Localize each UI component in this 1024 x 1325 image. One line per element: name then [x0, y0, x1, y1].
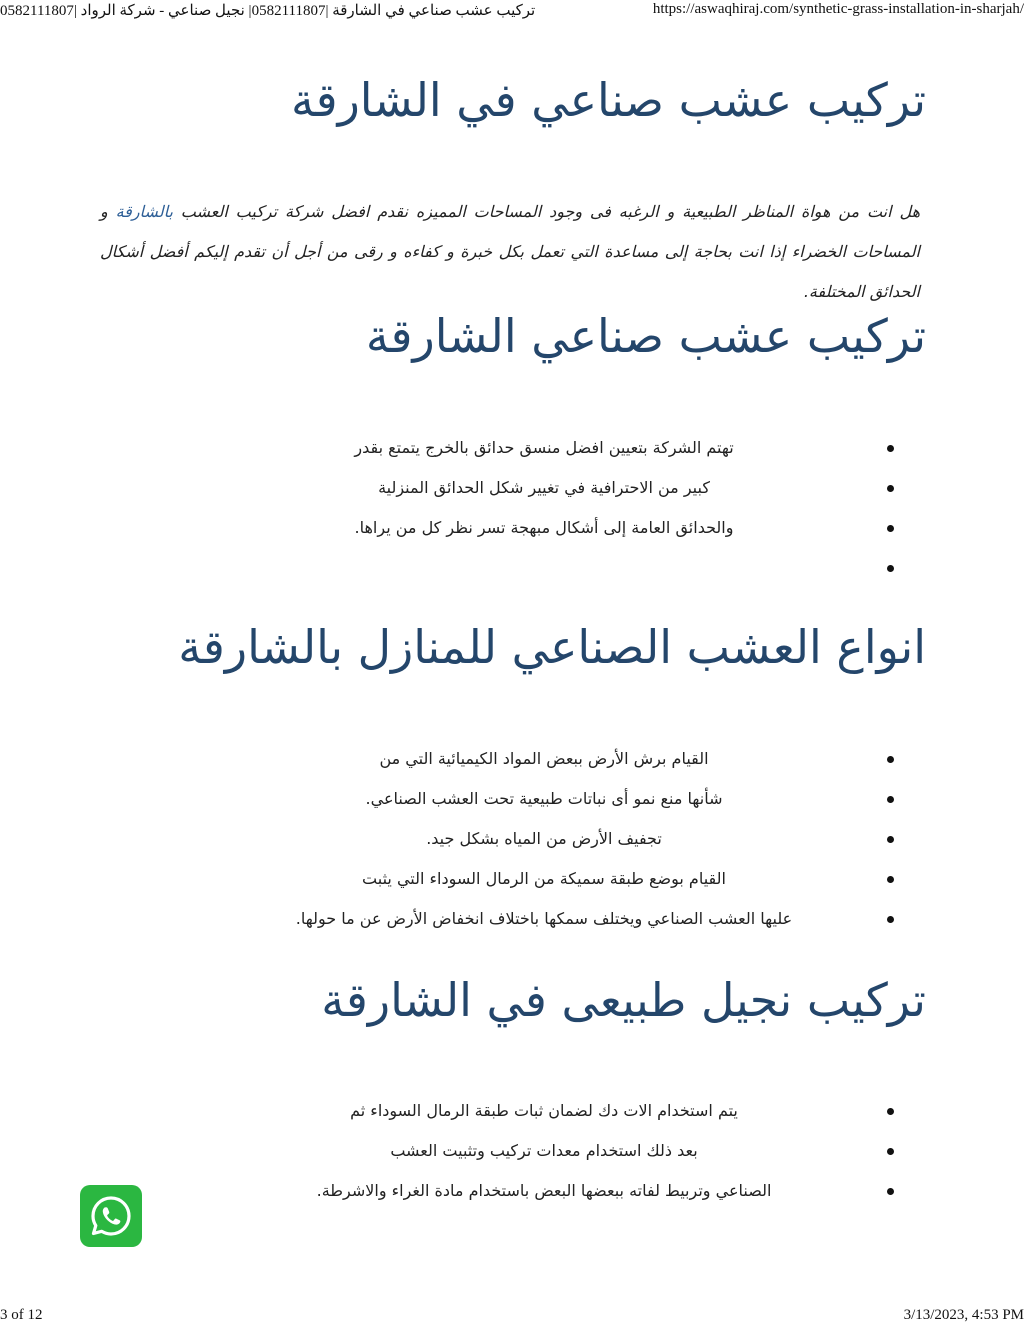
- bullet-icon: [887, 916, 894, 923]
- list-item: [194, 1131, 894, 1171]
- list-item: [194, 1171, 894, 1211]
- list-item: [194, 468, 894, 508]
- list-item: [194, 859, 894, 899]
- list-item: [194, 1091, 894, 1131]
- list-item-text: تهتم الشركة بتعيين افضل منسق حدائق بالخرج يتمتع بقدر: [354, 438, 734, 457]
- whatsapp-button[interactable]: [80, 1185, 142, 1247]
- bullet-icon: [887, 1148, 894, 1155]
- bullet-icon: [887, 1108, 894, 1115]
- list-item: [194, 899, 894, 939]
- bullet-icon: [887, 445, 894, 452]
- bullet-icon: [887, 836, 894, 843]
- bullet-icon: [887, 525, 894, 532]
- print-header-url: https://aswaqhiraj.com/synthetic-grass-installation-in-sharjah/: [652, 1, 1024, 17]
- section-heading-grass-types: انواع العشب الصناعي للمنازل بالشارقة: [178, 620, 926, 674]
- list-item: [194, 739, 894, 779]
- print-footer-datetime: 3/13/2023, 4:53 PM: [903, 1307, 1024, 1323]
- list-item: [194, 428, 894, 468]
- list-item-text: الصناعي وتربيط لفاته ببعضها البعض باستخدام مادة الغراء والاشرطة.: [316, 1181, 772, 1200]
- bullet-icon: [887, 796, 894, 803]
- list-item: [194, 508, 894, 548]
- bullet-icon: [887, 1188, 894, 1195]
- list-item: [194, 548, 894, 588]
- list-item-text: القيام برش الأرض ببعض المواد الكيميائية التي من: [379, 749, 709, 768]
- print-footer-page: 3 of 12: [0, 1307, 43, 1323]
- bullet-icon: [887, 485, 894, 492]
- bullet-icon: [887, 756, 894, 763]
- bullet-icon: [887, 565, 894, 572]
- list-item: [194, 779, 894, 819]
- list-item-text: بعد ذلك استخدام معدات تركيب وتثبيت العشب: [390, 1141, 698, 1160]
- intro-paragraph: [100, 192, 920, 312]
- company-features-list: [194, 428, 894, 588]
- natural-grass-steps-list: [194, 1091, 894, 1211]
- bullet-icon: [887, 876, 894, 883]
- grass-types-list: [194, 739, 894, 939]
- list-item-text: تجفيف الأرض من المياه بشكل جيد.: [426, 829, 662, 848]
- sharjah-link[interactable]: بالشارقة: [115, 202, 173, 221]
- list-item-text: والحدائق العامة إلى أشكال مبهجة تسر نظر كل من يراها.: [354, 518, 734, 537]
- intro-text-start: هل انت من هواة المناظر الطبيعية و الرغبه فى وجود المساحات المميزه نقدم افضل شركة تركيب العشب: [172, 202, 921, 221]
- list-item-text: القيام بوضع طبقة سميكة من الرمال السوداء التي يثبت: [362, 869, 726, 888]
- list-item-text: كبير من الاحترافية في تغيير شكل الحدائق المنزلية: [378, 478, 710, 497]
- print-header-title: تركيب عشب صناعي في الشارقة |0582111807| نجيل صناعي - شركة الرواد |0582111807: [0, 3, 536, 19]
- whatsapp-icon: [88, 1193, 134, 1239]
- list-item: [194, 819, 894, 859]
- intro-text-end: و المساحات الخضراء إذا انت بحاجة إلى مساعدة التي تعمل بكل خبرة و كفاءه و رقى من أجل أن تقدم إليكم أفضل أشكال الحدائق المختلفة.: [100, 202, 921, 301]
- list-item-text: عليها العشب الصناعي ويختلف سمكها باختلاف انخفاض الأرض عن ما حولها.: [295, 909, 793, 928]
- section-heading-sharjah-grass: تركيب عشب صناعي الشارقة: [365, 309, 926, 363]
- list-item-text: شأنها منع نمو أى نباتات طبيعية تحت العشب الصناعي.: [365, 789, 723, 808]
- list-item-text: يتم استخدام الات دك لضمان ثبات طبقة الرمال السوداء ثم: [350, 1101, 738, 1120]
- section-heading-natural-grass: تركيب نجيل طبيعى في الشارقة: [321, 973, 926, 1027]
- page-title: تركيب عشب صناعي في الشارقة: [290, 73, 926, 127]
